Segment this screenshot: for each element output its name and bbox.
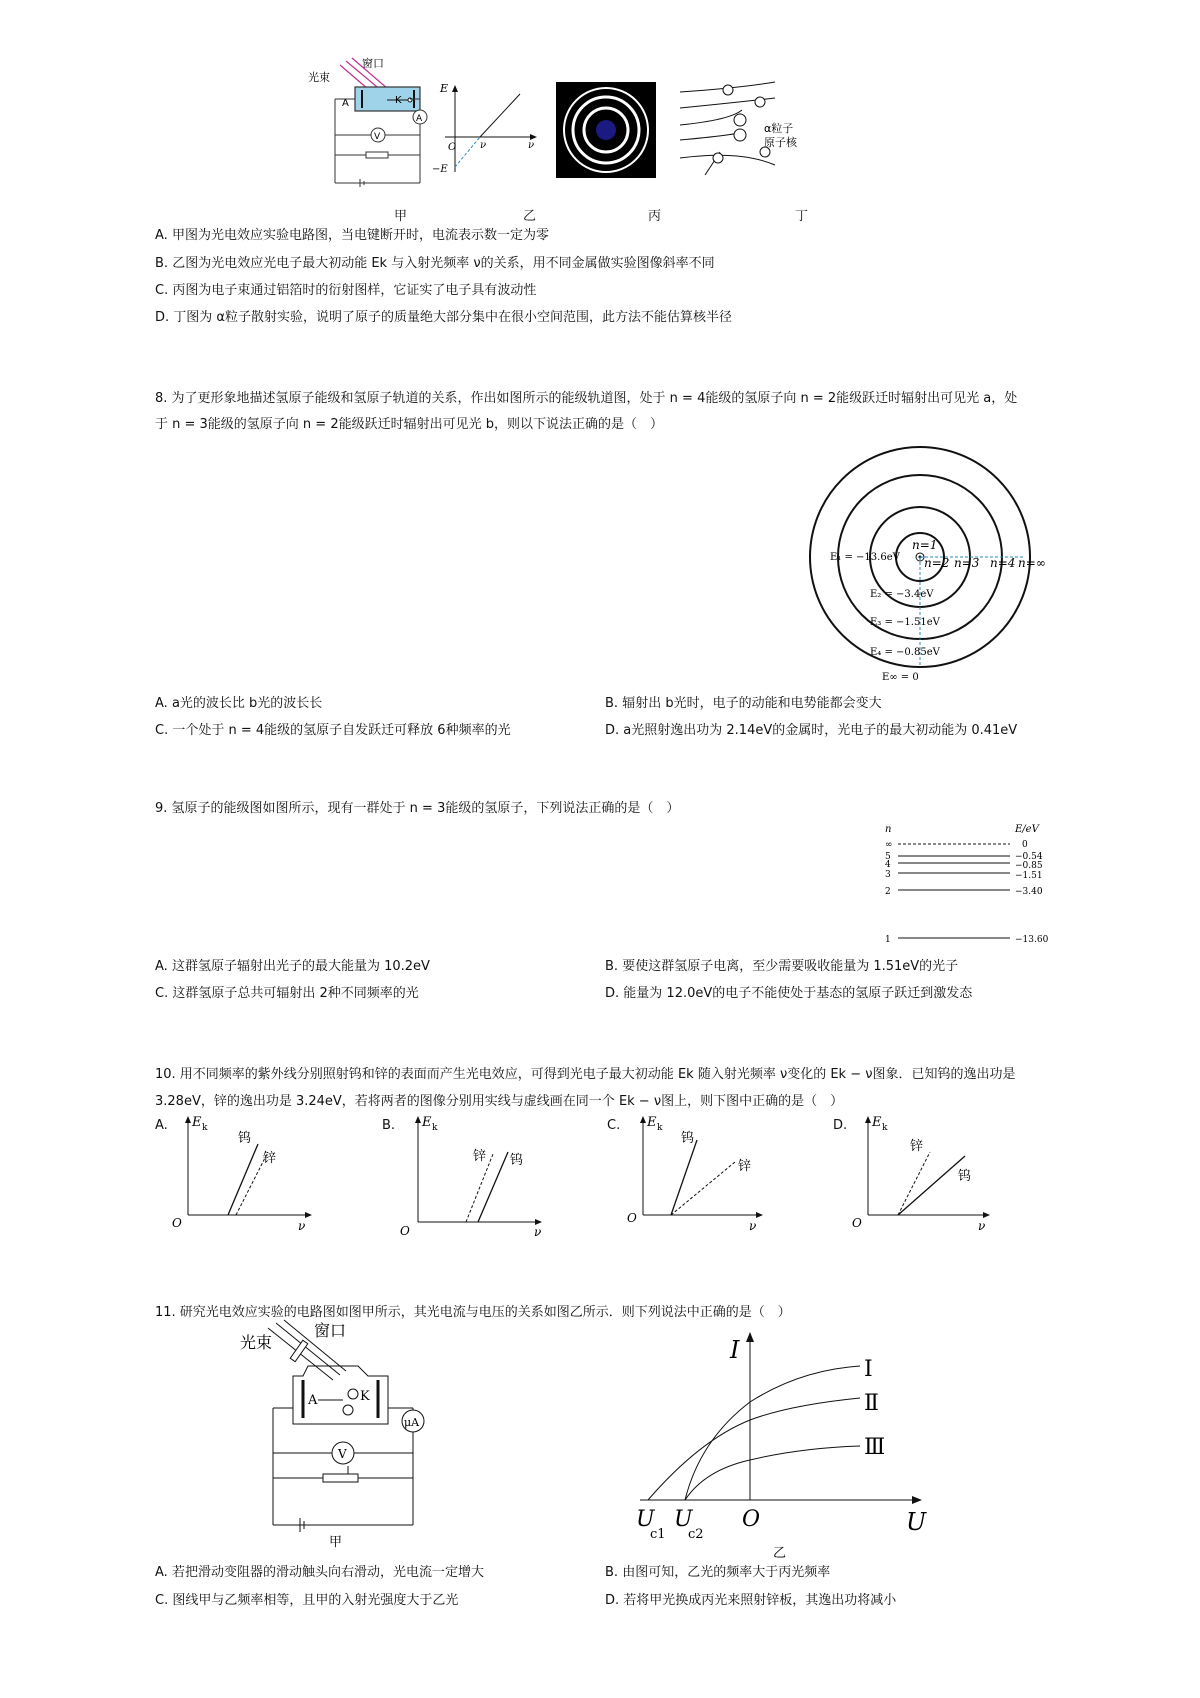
zinc-label: 锌: [263, 1151, 277, 1166]
svg-text:ν: ν: [749, 1219, 757, 1233]
origin-label: O: [448, 142, 457, 153]
zinc-label: 锌: [473, 1149, 487, 1164]
ek-label: E: [440, 82, 449, 95]
q11-option-b: B. 由图可知，乙光的频率大于丙光频率: [605, 1565, 831, 1580]
n2-label: n=2: [924, 556, 950, 570]
q8-option-c: C. 一个处于 n = 4能级的氢原子自发跃迁可释放 6种频率的光: [155, 723, 511, 738]
q9-energy-level-diagram: [880, 822, 1060, 952]
svg-text:k: k: [202, 1123, 208, 1133]
tungsten-label: 钨: [510, 1153, 524, 1168]
q9-option-c: C. 这群氢原子总共可辐射出 2种不同频率的光: [155, 986, 419, 1001]
svg-text:ν: ν: [534, 1225, 542, 1239]
caption-ding: 丁: [795, 209, 809, 224]
svg-text:c1: c1: [650, 1527, 666, 1542]
caption-yi: 乙: [523, 209, 537, 224]
nu0-label: ν: [480, 140, 487, 151]
svg-text:O: O: [400, 1224, 410, 1238]
q11-figure-jia-circuit: [238, 1318, 438, 1548]
q11-option-c: C. 图线甲与乙频率相等，且甲的入射光强度大于乙光: [155, 1593, 459, 1608]
q10-graph-c-label: C.: [607, 1118, 621, 1133]
svg-text:k: k: [432, 1123, 438, 1133]
svg-text:E: E: [422, 1115, 432, 1130]
q8-orbit-figure: [800, 445, 1060, 690]
curve-3-label: Ⅲ: [864, 1435, 886, 1460]
window-label: 窗口: [314, 1321, 347, 1340]
q7-option-b: B. 乙图为光电效应光电子最大初动能 Ek 与入射光频率 ν的关系，用不同金属做实验图像斜率不同: [155, 256, 715, 271]
level-e-2: −3.40: [1015, 887, 1043, 897]
tungsten-label: 钨: [958, 1169, 972, 1184]
q9-stem: 9. 氢原子的能级图如图所示，现有一群处于 n = 3能级的氢原子，下列说法正确的是（ ）: [155, 801, 680, 816]
svg-text:O: O: [172, 1216, 182, 1230]
q10-graph-d: [850, 1112, 995, 1232]
svg-text:O: O: [852, 1216, 862, 1230]
q9-option-d: D. 能量为 12.0eV的电子不能使处于基态的氢原子跃迁到激发态: [605, 986, 973, 1001]
q7-figure-ding-scattering: [680, 80, 830, 185]
uc1-label: U: [636, 1507, 655, 1532]
nucleus-label: 原子核: [764, 136, 797, 149]
q10-stem-line1: 10. 用不同频率的紫外线分别照射钨和锌的表面而产生光电效应，可得到光电子最大初动能 Ek 随入射光频率 ν变化的 Ek − ν图象．已知钨的逸出功是: [155, 1067, 1016, 1082]
neg-e-label: −E: [432, 164, 448, 175]
svg-text:E: E: [872, 1115, 882, 1130]
q9-option-a: A. 这群氢原子辐射出光子的最大能量为 10.2eV: [155, 959, 430, 974]
curve-1-label: Ⅰ: [864, 1357, 873, 1382]
level-e-1: −13.60: [1015, 935, 1049, 945]
level-n-2: 2: [885, 887, 891, 897]
q10-graph-d-label: D.: [833, 1118, 848, 1133]
microammeter-label: μA: [404, 1416, 420, 1429]
n1-label: n=1: [912, 538, 938, 552]
level-e-inf: 0: [1022, 840, 1028, 850]
q8-stem-line2: 于 n = 3能级的氢原子向 n = 2能级跃迁时辐射出可见光 b，则以下说法正确的是（ ）: [155, 417, 663, 432]
n4-label: n=4: [990, 556, 1016, 570]
svg-text:k: k: [882, 1123, 888, 1133]
e1-label: E₁ = −13.6eV: [830, 552, 900, 563]
q8-stem-line1: 8. 为了更形象地描述氢原子能级和氢原子轨道的关系，作出如图所示的能级轨道图，处于 n = 4能级的氢原子向 n = 2能级跃迁时辐射出可见光 a，处: [155, 391, 1018, 406]
level-n-inf: ∞: [885, 840, 893, 850]
e3-label: E₃ = −1.51eV: [870, 617, 940, 628]
ammeter-label: A: [416, 114, 423, 124]
q9-option-b: B. 要使这群氢原子电离，至少需要吸收能量为 1.51eV的光子: [605, 959, 959, 974]
level-n-5: 5: [885, 852, 891, 862]
caption-bing: 丙: [648, 209, 662, 224]
window-label: 窗口: [362, 57, 384, 70]
cathode-label: K: [395, 95, 402, 106]
e4-label: E₄ = −0.85eV: [870, 647, 940, 658]
anode-label: A: [342, 98, 349, 109]
voltmeter-label: V: [374, 132, 381, 142]
q7-option-c: C. 丙图为电子束通过铝箔时的衍射图样，它证实了电子具有波动性: [155, 283, 537, 298]
zinc-label: 锌: [738, 1159, 752, 1174]
svg-text:ν: ν: [298, 1219, 306, 1233]
q11-stem: 11. 研究光电效应实验的电路图如图甲所示，其光电流与电压的关系如图乙所示．则下列说法中正确的是（ ）: [155, 1305, 791, 1320]
q11-option-a: A. 若把滑动变阻器的滑动触头向右滑动，光电流一定增大: [155, 1565, 484, 1580]
e-header: E/eV: [1015, 824, 1039, 835]
nu-label: ν: [528, 140, 535, 151]
n3-label: n=3: [954, 556, 980, 570]
anode-label: A: [308, 1393, 318, 1408]
q7-figure-bing-diffraction: [556, 82, 656, 178]
curve-2-label: Ⅱ: [864, 1391, 879, 1416]
ninf-label: n=∞: [1018, 556, 1046, 570]
q10-graph-b: [398, 1112, 548, 1237]
svg-text:O: O: [627, 1211, 637, 1225]
u-axis-label: U: [906, 1508, 927, 1536]
origin-label: O: [742, 1507, 761, 1532]
level-n-4: 4: [885, 860, 891, 870]
q7-figure-yi-graph: [432, 82, 540, 192]
alpha-label: α粒子: [764, 122, 794, 135]
level-e-4: −0.85: [1015, 861, 1043, 871]
tungsten-label: 钨: [238, 1131, 252, 1146]
svg-text:E: E: [647, 1115, 657, 1130]
caption-jia: 甲: [394, 209, 408, 224]
level-n-3: 3: [885, 870, 891, 880]
q10-graph-a: [170, 1112, 315, 1232]
q8-option-a: A. a光的波长比 b光的波长长: [155, 696, 323, 711]
beam-label: 光束: [240, 1333, 273, 1352]
level-e-3: −1.51: [1015, 871, 1043, 881]
level-n-1: 1: [885, 935, 891, 945]
voltmeter-label: V: [338, 1447, 347, 1461]
q10-graph-b-label: B.: [382, 1118, 396, 1133]
q10-graph-a-label: A.: [155, 1118, 168, 1133]
q7-option-d: D. 丁图为 α粒子散射实验，说明了原子的质量绝大部分集中在很小空间范围，此方法不能估算核半径: [155, 310, 732, 325]
e2-label: E₂ = −3.4eV: [870, 589, 934, 600]
tungsten-label: 钨: [681, 1131, 695, 1146]
q10-graph-c: [625, 1112, 770, 1232]
uc2-label: U: [674, 1507, 693, 1532]
einf-label: E∞ = 0: [882, 672, 919, 683]
q7-option-a: A. 甲图为光电效应实验电路图，当电键断开时，电流表示数一定为零: [155, 228, 549, 243]
caption-jia: 甲: [329, 1535, 343, 1550]
n-header: n: [885, 824, 892, 835]
level-e-5: −0.54: [1015, 852, 1043, 862]
i-axis-label: I: [730, 1336, 740, 1364]
q8-option-b: B. 辐射出 b光时，电子的动能和电势能都会变大: [605, 696, 882, 711]
caption-yi: 乙: [773, 1546, 787, 1561]
zinc-label: 锌: [910, 1139, 924, 1154]
svg-text:E: E: [192, 1115, 202, 1130]
q10-stem-line2: 3.28eV，锌的逸出功是 3.24eV，若将两者的图像分别用实线与虚线画在同一个 Ek − ν图上，则下图中正确的是（ ）: [155, 1094, 844, 1109]
svg-text:ν: ν: [978, 1219, 986, 1233]
cathode-label: K: [360, 1389, 370, 1404]
q11-option-d: D. 若将甲光换成丙光来照射锌板，其逸出功将减小: [605, 1593, 897, 1608]
q8-option-d: D. a光照射逸出功为 2.14eV的金属时，光电子的最大初动能为 0.41eV: [605, 723, 1018, 738]
q11-figure-yi-iu-graph: [630, 1330, 930, 1560]
svg-text:k: k: [657, 1123, 663, 1133]
svg-text:c2: c2: [688, 1527, 704, 1542]
beam-label: 光束: [308, 71, 330, 84]
